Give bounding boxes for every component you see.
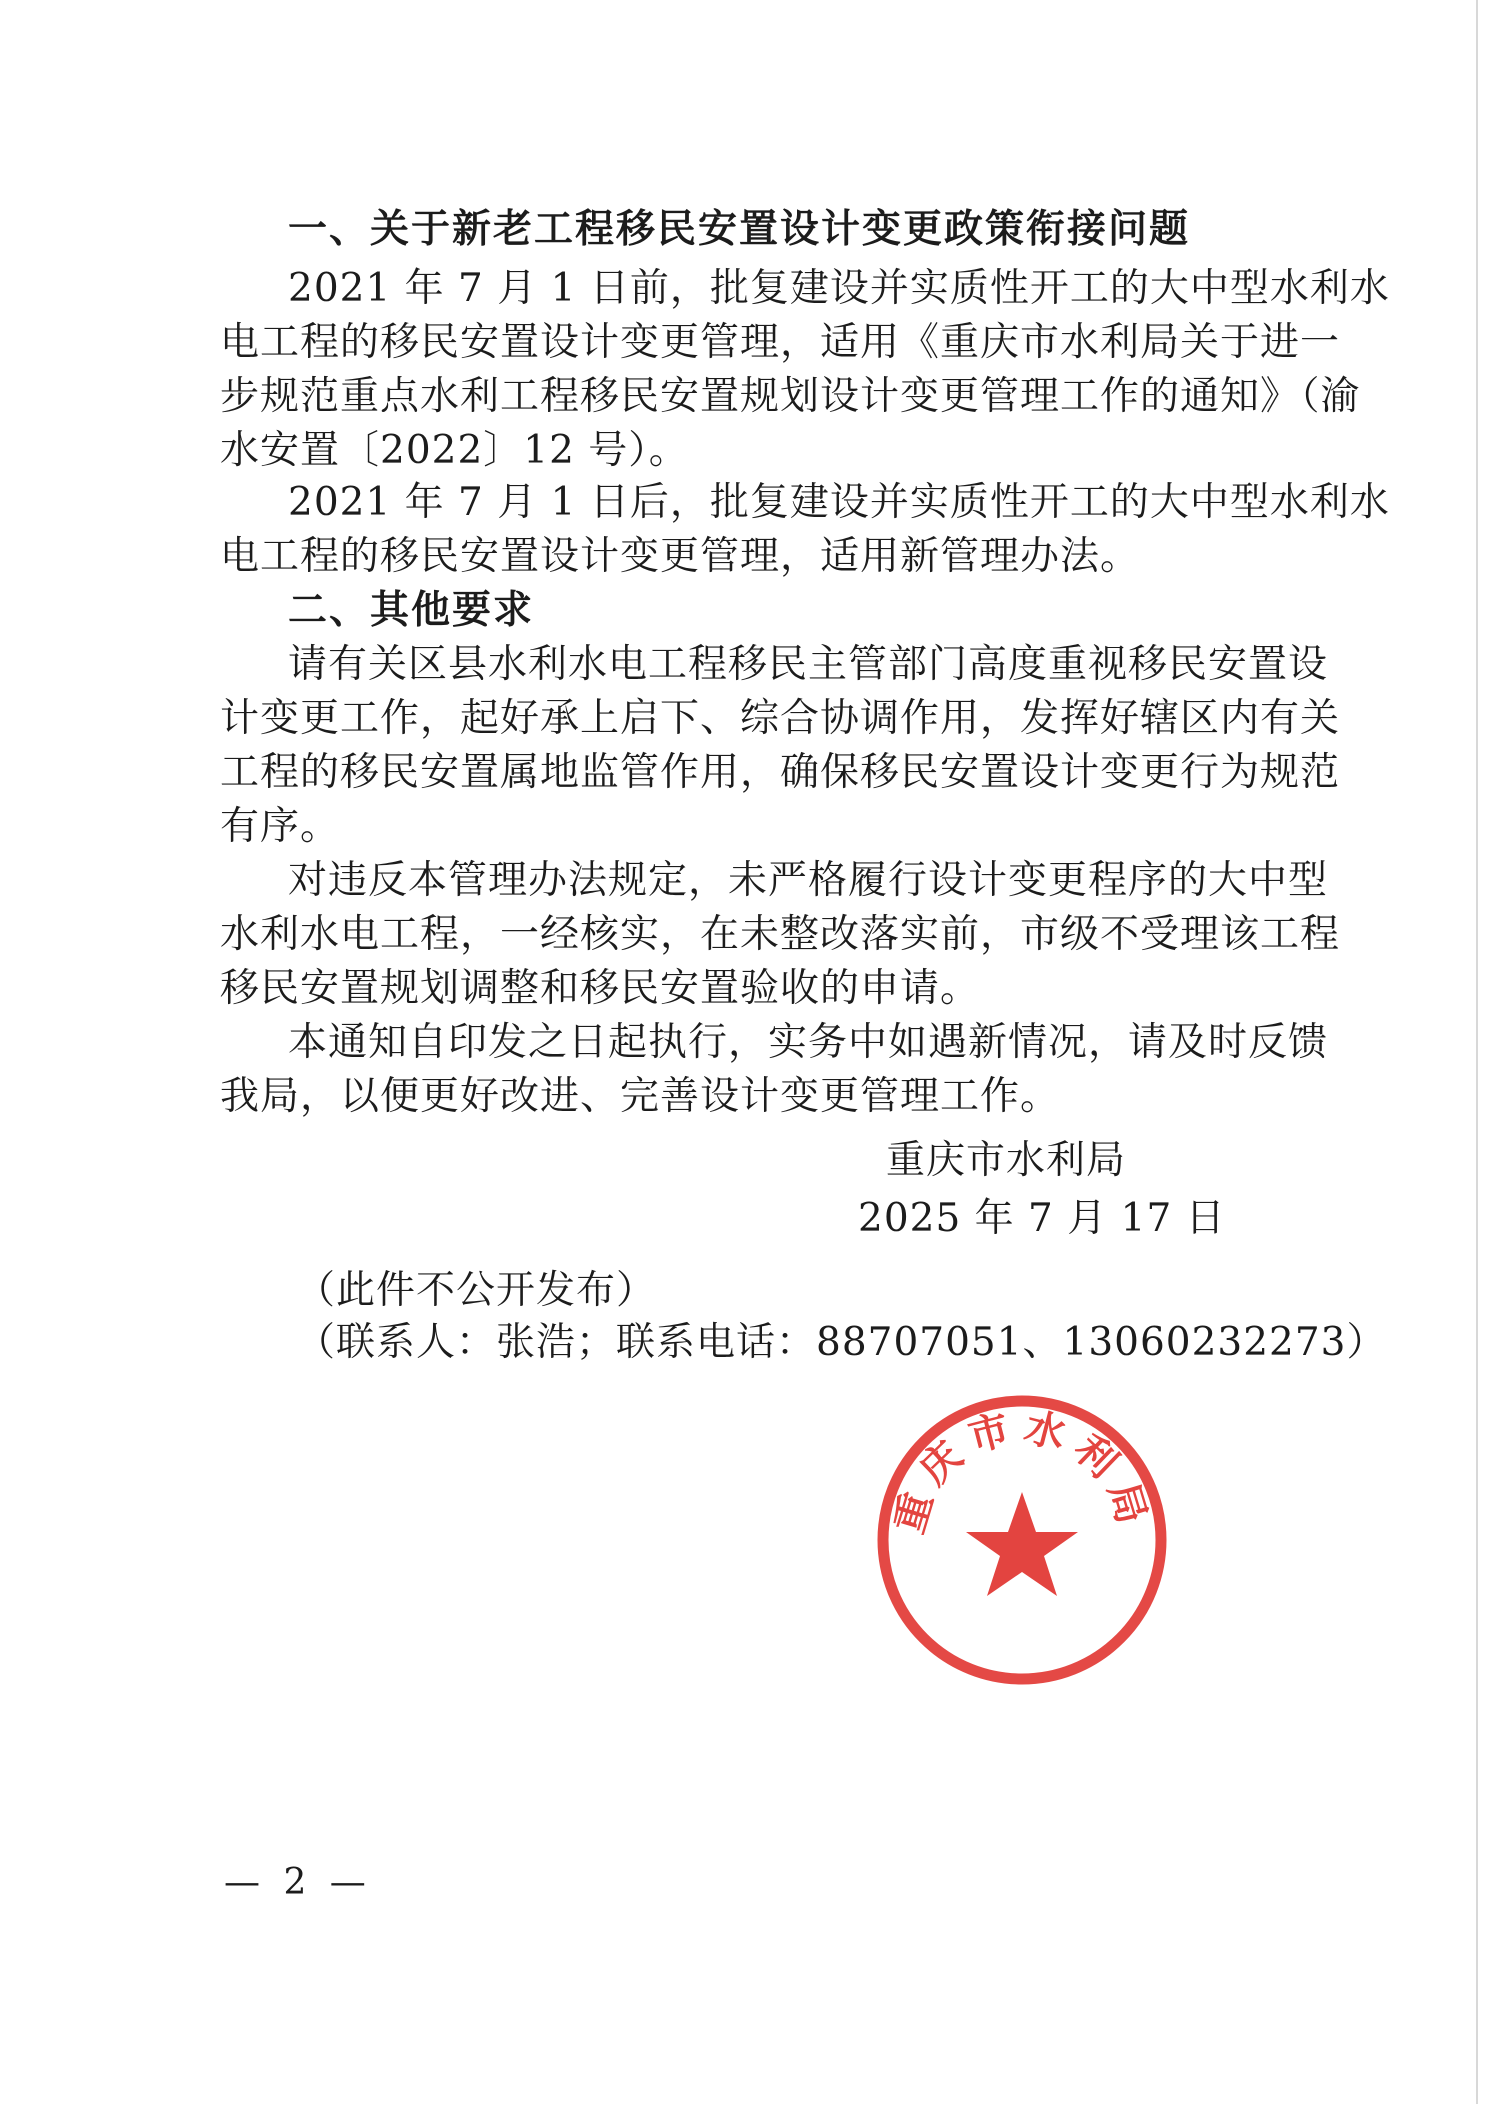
section-heading-2: 二、其他要求: [288, 588, 535, 633]
issuer-name: 重庆市水利局: [886, 1138, 1127, 1183]
scan-edge-line: [1476, 0, 1478, 2104]
paragraph-line: 步规范重点水利工程移民安置规划设计变更管理工作的通知》（渝: [220, 374, 1361, 419]
paragraph-line: 有序。: [220, 804, 341, 849]
distribution-note: （此件不公开发布）: [296, 1268, 657, 1313]
issue-date: 2025 年 7 月 17 日: [858, 1196, 1226, 1241]
section-heading-1: 一、关于新老工程移民安置设计变更政策衔接问题: [288, 207, 1191, 252]
seal-text: 重庆市水利局: [886, 1404, 1158, 1539]
page-number: — 2 —: [224, 1862, 372, 1903]
official-seal-icon: [872, 1390, 1172, 1690]
paragraph-line: 电工程的移民安置设计变更管理，适用新管理办法。: [220, 534, 1141, 579]
paragraph-line: 2021 年 7 月 1 日前，批复建设并实质性开工的大中型水利水: [288, 266, 1390, 311]
paragraph-line: 工程的移民安置属地监管作用，确保移民安置设计变更行为规范: [220, 750, 1341, 795]
paragraph-line: 本通知自印发之日起执行，实务中如遇新情况，请及时反馈: [288, 1020, 1329, 1065]
paragraph-line: 水安置〔2022〕12 号）。: [220, 428, 689, 473]
contact-note: （联系人：张浩；联系电话：88707051、13060232273）: [296, 1320, 1387, 1365]
paragraph-line: 我局，以便更好改进、完善设计变更管理工作。: [220, 1074, 1061, 1119]
paragraph-line: 对违反本管理办法规定，未严格履行设计变更程序的大中型: [288, 858, 1329, 903]
paragraph-line: 水利水电工程，一经核实，在未整改落实前，市级不受理该工程: [220, 912, 1341, 957]
paragraph-line: 移民安置规划调整和移民安置验收的申请。: [220, 966, 981, 1011]
paragraph-line: 电工程的移民安置设计变更管理，适用《重庆市水利局关于进一: [220, 320, 1341, 365]
paragraph-line: 计变更工作，起好承上启下、综合协调作用，发挥好辖区内有关: [220, 696, 1341, 741]
paragraph-line: 请有关区县水利水电工程移民主管部门高度重视移民安置设: [288, 642, 1329, 687]
paragraph-line: 2021 年 7 月 1 日后，批复建设并实质性开工的大中型水利水: [288, 480, 1390, 525]
